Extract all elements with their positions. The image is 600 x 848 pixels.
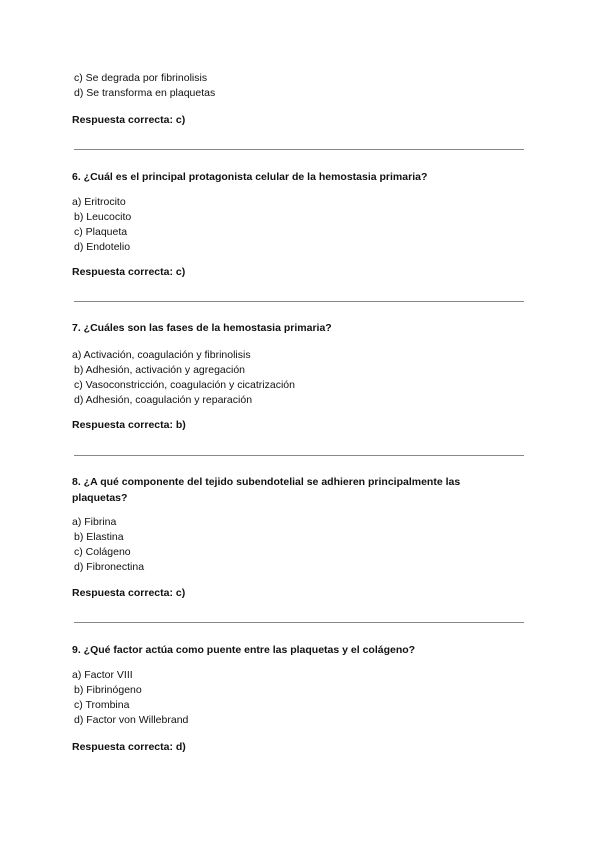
q6-question: 6. ¿Cuál es el principal protagonista celular de la hemostasia primaria?: [72, 171, 428, 183]
q7-question: 7. ¿Cuáles son las fases de la hemostasia primaria?: [72, 322, 332, 334]
q9-options: [72, 668, 524, 728]
q7-options: [72, 348, 524, 408]
q7-answer: Respuesta correcta: b): [72, 419, 186, 431]
q8-option-a: a) Fibrina: [72, 516, 117, 528]
q6-option-a: a) Eritrocito: [72, 196, 126, 208]
q9-option-c: c) Trombina: [74, 699, 130, 711]
prev-option-c: c) Se degrada por fibrinolisis: [74, 72, 208, 84]
q8-option-c: c) Colágeno: [74, 546, 131, 558]
q8-question: 8. ¿A qué componente del tejido subendotelial se adhieren principalmente las plaquetas?: [72, 476, 461, 504]
q7-option-c: c) Vasoconstricción, coagulación y cicatrización: [74, 379, 295, 391]
divider: [74, 301, 524, 302]
q8-option-b: b) Elastina: [74, 531, 124, 543]
q8-answer: Respuesta correcta: c): [72, 587, 186, 599]
divider: [74, 622, 524, 623]
q8-option-d: d) Fibronectina: [74, 561, 145, 573]
q6-answer: Respuesta correcta: c): [72, 266, 186, 278]
q9-option-a: a) Factor VIII: [72, 669, 133, 681]
prev-question-options: [72, 71, 524, 101]
q7-option-b: b) Adhesión, activación y agregación: [74, 364, 246, 376]
q6-option-b: b) Leucocito: [74, 211, 132, 223]
q9-question: 9. ¿Qué factor actúa como puente entre las plaquetas y el colágeno?: [72, 644, 416, 656]
prev-option-d: d) Se transforma en plaquetas: [74, 87, 216, 99]
q8-options: [72, 515, 524, 575]
divider: [74, 149, 524, 150]
q6-option-c: c) Plaqueta: [74, 226, 128, 238]
q6-options: [72, 195, 524, 255]
prev-answer: Respuesta correcta: c): [72, 114, 186, 126]
q9-option-b: b) Fibrinógeno: [74, 684, 142, 696]
divider: [74, 455, 524, 456]
q6-option-d: d) Endotelio: [74, 241, 131, 253]
q7-option-a: a) Activación, coagulación y fibrinolisis: [72, 349, 251, 361]
q9-option-d: d) Factor von Willebrand: [74, 714, 189, 726]
q9-answer: Respuesta correcta: d): [72, 741, 186, 753]
q7-option-d: d) Adhesión, coagulación y reparación: [74, 394, 253, 406]
